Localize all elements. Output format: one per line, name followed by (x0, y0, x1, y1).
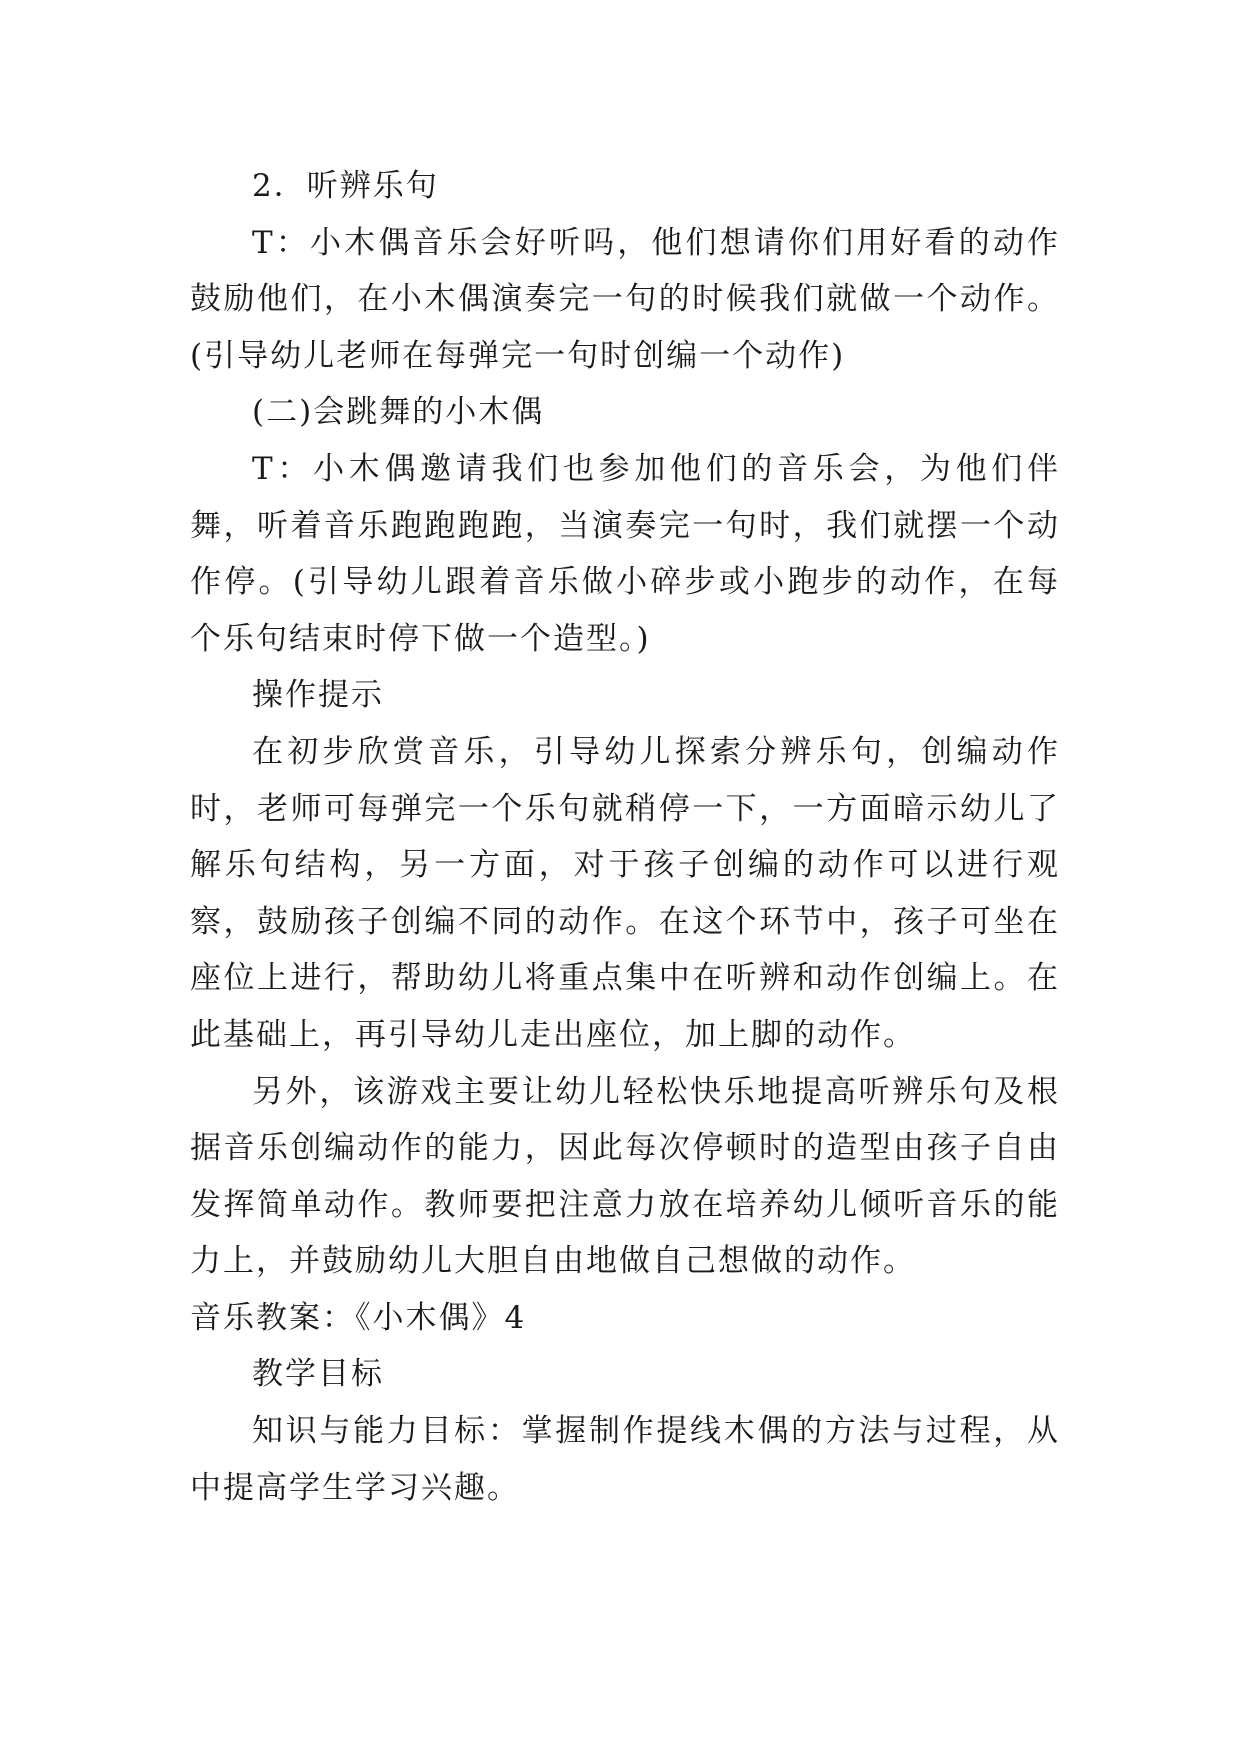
paragraph-tips-1: 在初步欣赏音乐，引导幼儿探索分辨乐句，创编动作时，老师可每弹完一个乐句就稍停一下，一方面暗示幼儿了解乐句结构，另一方面，对于孩子创编的动作可以进行观察，鼓励孩子创编不同的动作。在这个环节中，孩子可坐在座位上进行，帮助幼儿将重点集中在听辨和动作创编上。在此基础上，再引导幼儿走出座位，加上脚的动作。 (190, 733, 1060, 1053)
paragraph-teacher-prompt-1: T：小木偶音乐会好听吗，他们想请你们用好看的动作鼓励他们，在小木偶演奏完一句的时候我们就做一个动作。(引导幼儿老师在每弹完一句时创编一个动作) (190, 224, 1060, 374)
section-heading-listen: 2．听辨乐句 (252, 168, 439, 204)
section-heading-tips: 操作提示 (252, 677, 384, 714)
document-body (190, 158, 1060, 1516)
section-heading-dance: (二)会跳舞的小木偶 (252, 394, 545, 431)
section-heading-goals: 教学目标 (252, 1356, 384, 1393)
paragraph-teacher-prompt-2: T：小木偶邀请我们也参加他们的音乐会，为他们伴舞，听着音乐跑跑跑跑，当演奏完一句时，我们就摆一个动作停。(引导幼儿跟着音乐做小碎步或小跑步的动作，在每个乐句结束时停下做一个造型。) (190, 450, 1060, 657)
paragraph-tips-2: 另外，该游戏主要让幼儿轻松快乐地提高听辨乐句及根据音乐创编动作的能力，因此每次停顿时的造型由孩子自由发挥简单动作。教师要把注意力放在培养幼儿倾听音乐的能力上，并鼓励幼儿大胆自由地做自己想做的动作。 (190, 1073, 1060, 1280)
paragraph-goals: 知识与能力目标：掌握制作提线木偶的方法与过程，从中提高学生学习兴趣。 (190, 1413, 1060, 1506)
lesson-plan-title: 音乐教案：《小木偶》4 (190, 1299, 527, 1336)
